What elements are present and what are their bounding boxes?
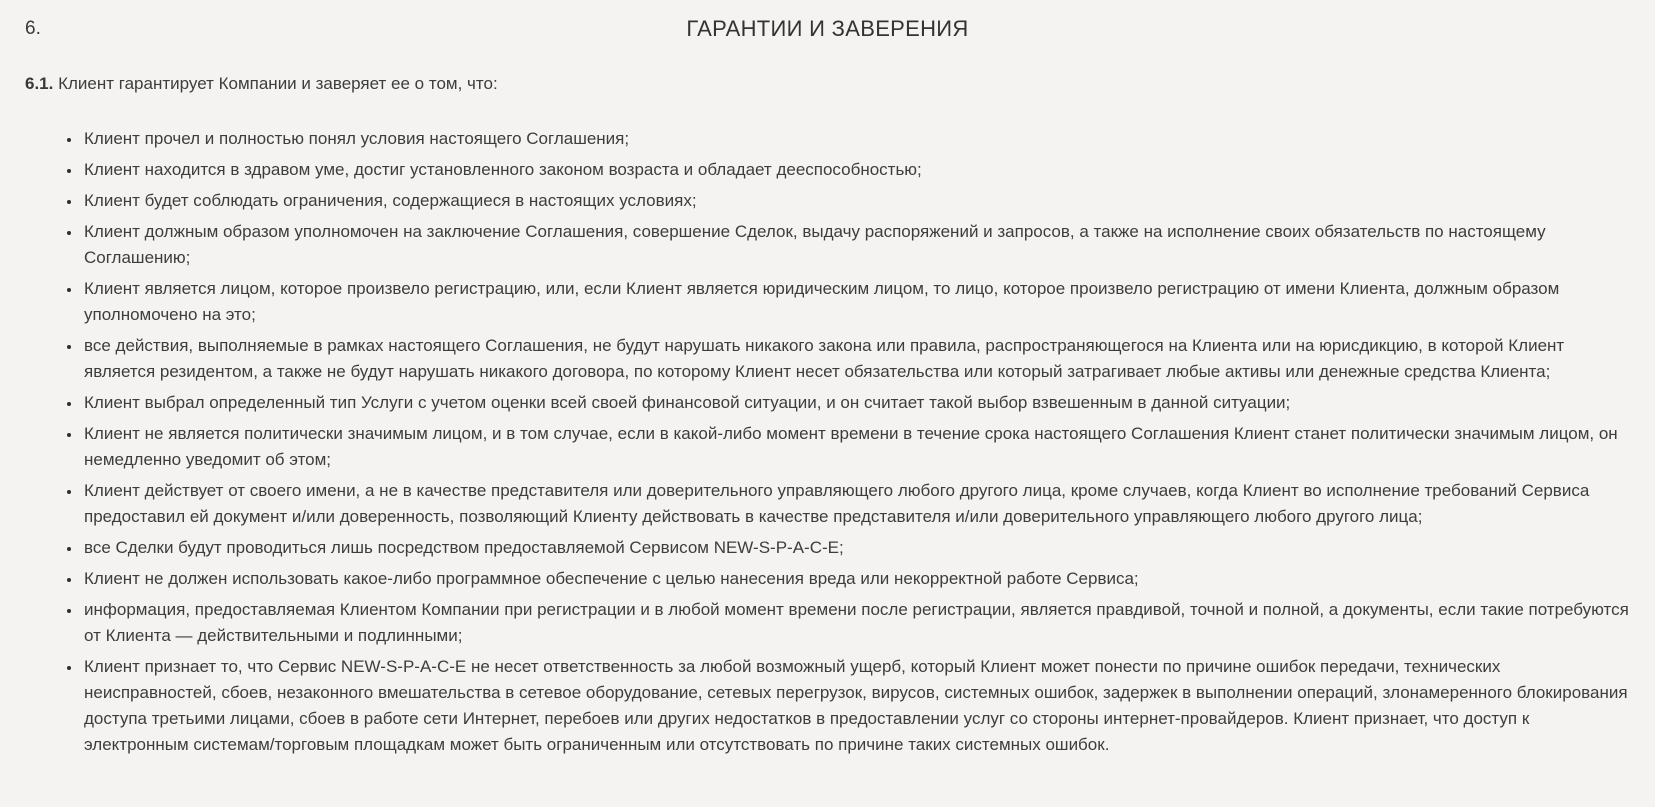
section-number: 6. [25,18,41,39]
clause-number: 6.1. [25,74,54,93]
section-header [25,16,1630,46]
list-item: • Клиент должным образом уполномочен на заключение Соглашения, совершение Сделок, выдачу распоряжений и запросов, а также на исполнение своих обязательств по настоящему Соглашению; [82,219,1630,271]
list-item: • Клиент является лицом, которое произвело регистрацию, или, если Клиент является юридическим лицом, то лицо, которое произвело регистрацию от имени Клиента, должным образом уполномочено на это; [82,276,1630,328]
page-title: ГАРАНТИИ И ЗАВЕРЕНИЯ [686,16,969,41]
list-item: • Клиент будет соблюдать ограничения, содержащиеся в настоящих условиях; [82,188,1630,214]
list-item: • информация, предоставляемая Клиентом Компании при регистрации и в любой момент времени после регистрации, является правдивой, точной и полной, а документы, если такие потребуются от Клиента — действительными и подлинными; [82,597,1630,649]
list-item: • Клиент прочел и полностью понял условия настоящего Соглашения; [82,126,1630,152]
list-item: • Клиент не должен использовать какое-либо программное обеспечение с целью нанесения вреда или некорректной работе Сервиса; [82,566,1630,592]
list-item: • Клиент не является политически значимым лицом, и в том случае, если в какой-либо момент времени в течение срока настоящего Соглашения Клиент станет политически значимым лицом, он немедленно уведомит об этом; [82,421,1630,473]
list-item: • Клиент выбрал определенный тип Услуги с учетом оценки всей своей финансовой ситуации, и он считает такой выбор взвешенным в данной ситуации; [82,390,1630,416]
list-item: • Клиент находится в здравом уме, достиг установленного законом возраста и обладает дееспособностью; [82,157,1630,183]
clause-intro [25,72,1630,96]
list-item: • все действия, выполняемые в рамках настоящего Соглашения, не будут нарушать никакого закона или правила, распространяющегося на Клиента или на юрисдикцию, в которой Клиент является резидентом, а также не будут нарушать никакого договора, по которому Клиент несет обязательства или который затрагивает любые активы или денежные средства Клиента; [82,333,1630,385]
list-item: • все Сделки будут проводиться лишь посредством предоставляемой Сервисом NEW-S-P-A-C-E; [82,535,1630,561]
clause-intro-text: Клиент гарантирует Компании и заверяет ее о том, что: [58,74,498,93]
warranties-list [25,126,1630,758]
list-item: • Клиент действует от своего имени, а не в качестве представителя или доверительного управляющего любого другого лица, кроме случаев, когда Клиент во исполнение требований Сервиса предоставил ей документ и/или доверенность, позволяющий Клиенту действовать в качестве представителя и/или доверительного управляющего любого другого лица; [82,478,1630,530]
list-item: • Клиент признает то, что Сервис NEW-S-P-A-C-E не несет ответственность за любой возможный ущерб, который Клиент может понести по причине ошибок передачи, технических неисправностей, сбоев, незаконного вмешательства в сетевое оборудование, сетевых перегрузок, вирусов, системных ошибок, задержек в выполнении операций, злонамеренного блокирования доступа третьими лицами, сбоев в работе сети Интернет, перебоев или других недостатков в предоставлении услуг со стороны интернет-провайдеров. Клиент признает, что доступ к электронным системам/торговым площадкам может быть ограниченным или отсутствовать по причине таких системных ошибок. [82,654,1630,758]
